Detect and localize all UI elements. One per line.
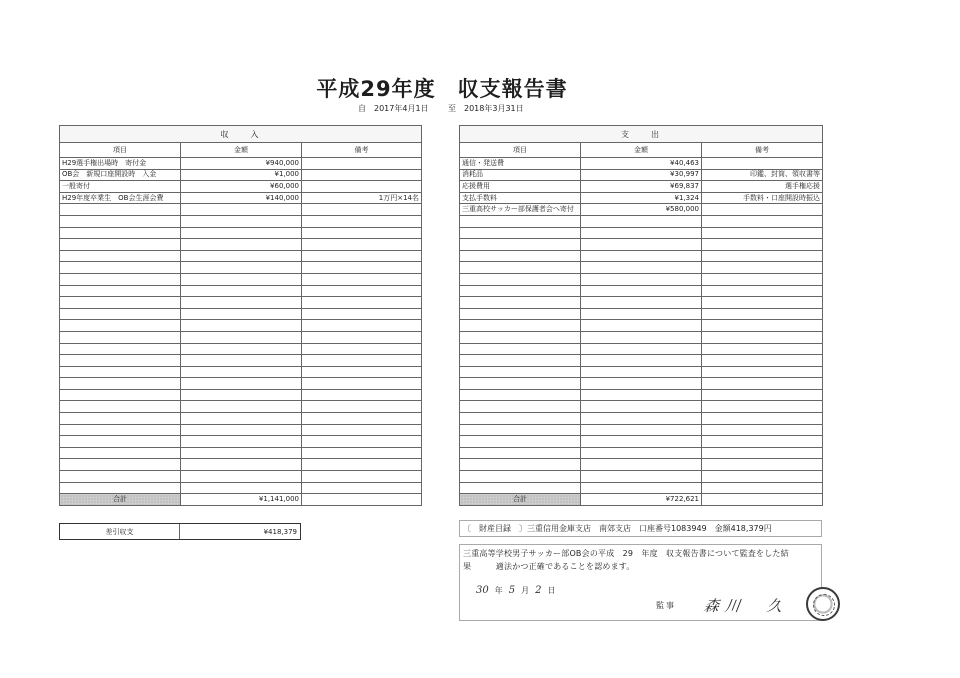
- cell-amount: [181, 389, 302, 401]
- table-row-empty: [60, 227, 422, 239]
- cell-amount: [181, 250, 302, 262]
- cell-note: [302, 424, 422, 436]
- cell-amount: [181, 285, 302, 297]
- cell-item: 支払手数料: [460, 192, 581, 204]
- table-row-empty: [460, 343, 823, 355]
- cell-amount: ¥30,997: [581, 169, 702, 181]
- cell-amount: ¥940,000: [181, 158, 302, 170]
- table-row-empty: [460, 308, 823, 320]
- cell-item: [460, 215, 581, 227]
- income-total-amount: ¥1,141,000: [181, 494, 302, 506]
- cell-amount: [581, 482, 702, 494]
- auditor-title: 監事: [656, 601, 676, 610]
- cell-item: [60, 447, 181, 459]
- cell-note: [302, 273, 422, 285]
- cell-note: [702, 471, 823, 483]
- table-row: [460, 204, 823, 216]
- cell-amount: [581, 355, 702, 367]
- table-row-empty: [60, 413, 422, 425]
- table-row-empty: [460, 239, 823, 251]
- table-row: [60, 169, 422, 181]
- table-row-empty: [460, 436, 823, 448]
- cell-amount: [181, 273, 302, 285]
- expense-total-amount: ¥722,621: [581, 494, 702, 506]
- cell-note: [702, 308, 823, 320]
- table-row-empty: [460, 215, 823, 227]
- audit-statement-line1: 三重高等学校男子サッカー部OB会の平成 29 年度 収支報告書について監査をした結: [463, 549, 789, 558]
- cell-item: [460, 378, 581, 390]
- cell-item: [60, 378, 181, 390]
- table-row-empty: [60, 262, 422, 274]
- cell-item: [460, 389, 581, 401]
- cell-amount: [181, 320, 302, 332]
- cell-note: [702, 250, 823, 262]
- expense-rows: [460, 158, 823, 494]
- audit-statement-line2: 果 適法かつ正確であることを認めます。: [463, 562, 635, 571]
- cell-item: [460, 436, 581, 448]
- audit-date-day-unit: 日: [547, 586, 556, 595]
- audit-date-month-unit: 月: [521, 586, 530, 595]
- cell-amount: [181, 459, 302, 471]
- cell-amount: [181, 215, 302, 227]
- cell-note: [702, 482, 823, 494]
- table-row-empty: [460, 447, 823, 459]
- cell-amount: [181, 262, 302, 274]
- cell-note: [702, 343, 823, 355]
- cell-note: [702, 355, 823, 367]
- cell-amount: [181, 239, 302, 251]
- cell-item: 一般寄付: [60, 181, 181, 193]
- cell-amount: [581, 447, 702, 459]
- cell-item: [60, 273, 181, 285]
- audit-box: [459, 544, 822, 621]
- income-column-header-row: [60, 143, 422, 158]
- table-row-empty: [460, 366, 823, 378]
- cell-item: [60, 215, 181, 227]
- table-row-empty: [60, 424, 422, 436]
- table-row-empty: [60, 436, 422, 448]
- cell-item: 消耗品: [460, 169, 581, 181]
- cell-note: [302, 471, 422, 483]
- cell-item: [60, 285, 181, 297]
- table-row-empty: [60, 273, 422, 285]
- cell-amount: [581, 459, 702, 471]
- cell-amount: [181, 227, 302, 239]
- table-row-empty: [460, 250, 823, 262]
- cell-note: [702, 273, 823, 285]
- expense-heading: 支 出: [460, 126, 823, 143]
- table-row-empty: [460, 320, 823, 332]
- cell-note: [702, 366, 823, 378]
- cell-item: [60, 355, 181, 367]
- cell-item: [460, 366, 581, 378]
- cell-amount: [581, 273, 702, 285]
- cell-item: [60, 239, 181, 251]
- auditor-signature: 森川 久: [702, 597, 790, 615]
- cell-amount: [181, 204, 302, 216]
- cell-amount: [581, 250, 702, 262]
- cell-note: 印鑑、封筒、領収書等: [702, 169, 823, 181]
- table-row-empty: [60, 389, 422, 401]
- cell-note: [702, 320, 823, 332]
- cell-amount: [581, 378, 702, 390]
- cell-item: [460, 424, 581, 436]
- cell-note: [302, 320, 422, 332]
- cell-note: [302, 215, 422, 227]
- cell-item: [460, 482, 581, 494]
- income-total-note: [302, 494, 422, 506]
- table-row-empty: [60, 215, 422, 227]
- cell-note: [302, 158, 422, 170]
- table-row-empty: [460, 413, 823, 425]
- cell-item: [460, 239, 581, 251]
- expense-heading-row: [460, 126, 823, 143]
- cell-amount: [581, 320, 702, 332]
- cell-item: OB会 新規口座開設時 入金: [60, 169, 181, 181]
- cell-note: [302, 401, 422, 413]
- table-row-empty: [60, 297, 422, 309]
- cell-note: 選手権応援: [702, 181, 823, 193]
- table-row-empty: [460, 227, 823, 239]
- table-row-empty: [60, 250, 422, 262]
- table-row: [460, 158, 823, 170]
- cell-note: [302, 169, 422, 181]
- cell-item: [60, 308, 181, 320]
- period-from: 自 2017年4月1日: [358, 104, 429, 113]
- table-row-empty: [460, 355, 823, 367]
- cell-item: 応援費用: [460, 181, 581, 193]
- audit-date-year-unit: 年: [494, 586, 503, 595]
- cell-item: [60, 343, 181, 355]
- cell-item: [460, 308, 581, 320]
- cell-item: [60, 262, 181, 274]
- document-title: 平成29年度 収支報告書: [316, 77, 568, 101]
- cell-amount: [581, 389, 702, 401]
- cell-note: [302, 389, 422, 401]
- table-row-empty: [460, 331, 823, 343]
- cell-note: [302, 331, 422, 343]
- table-row-empty: [460, 378, 823, 390]
- cell-item: [60, 401, 181, 413]
- cell-amount: [181, 447, 302, 459]
- table-row-empty: [60, 447, 422, 459]
- cell-amount: [581, 366, 702, 378]
- cell-note: [302, 447, 422, 459]
- cell-amount: [581, 308, 702, 320]
- cell-item: 通信・発送費: [460, 158, 581, 170]
- cell-amount: [581, 413, 702, 425]
- cell-item: [460, 273, 581, 285]
- cell-amount: ¥1,000: [181, 169, 302, 181]
- cell-amount: ¥60,000: [181, 181, 302, 193]
- cell-item: [460, 447, 581, 459]
- balance-box: [59, 523, 301, 540]
- cell-item: [460, 262, 581, 274]
- table-row-empty: [60, 459, 422, 471]
- cell-note: [302, 181, 422, 193]
- cell-note: [702, 401, 823, 413]
- cell-note: [302, 250, 422, 262]
- seal-stamp-icon: [806, 587, 840, 621]
- cell-note: [302, 436, 422, 448]
- column-header-item: 項目: [460, 143, 581, 158]
- income-total-row: [60, 494, 422, 506]
- cell-amount: [181, 482, 302, 494]
- cell-amount: [181, 378, 302, 390]
- cell-note: [702, 158, 823, 170]
- table-row: [460, 192, 823, 204]
- cell-item: [460, 285, 581, 297]
- cell-amount: [181, 436, 302, 448]
- cell-item: [460, 355, 581, 367]
- cell-item: [460, 331, 581, 343]
- cell-amount: [181, 401, 302, 413]
- cell-amount: [581, 331, 702, 343]
- cell-note: [302, 459, 422, 471]
- audit-date: [470, 585, 555, 597]
- cell-note: [702, 447, 823, 459]
- cell-item: [60, 436, 181, 448]
- cell-note: [702, 436, 823, 448]
- cell-item: [60, 413, 181, 425]
- income-rows: [60, 158, 422, 494]
- cell-item: [60, 366, 181, 378]
- cell-amount: [181, 424, 302, 436]
- table-row-empty: [460, 389, 823, 401]
- expense-table: [459, 125, 823, 506]
- balance-label: 差引収支: [60, 524, 180, 539]
- table-row-empty: [60, 320, 422, 332]
- cell-note: [702, 389, 823, 401]
- cell-note: [702, 297, 823, 309]
- cell-amount: [581, 239, 702, 251]
- cell-note: [702, 204, 823, 216]
- audit-date-year: 30: [476, 585, 489, 596]
- cell-amount: ¥140,000: [181, 192, 302, 204]
- cell-amount: ¥1,324: [581, 192, 702, 204]
- cell-amount: [181, 355, 302, 367]
- cell-item: [60, 250, 181, 262]
- table-row-empty: [60, 471, 422, 483]
- cell-item: [60, 331, 181, 343]
- cell-note: [302, 413, 422, 425]
- table-row: [60, 181, 422, 193]
- expense-total-row: [460, 494, 823, 506]
- table-row-empty: [60, 239, 422, 251]
- cell-amount: ¥40,463: [581, 158, 702, 170]
- expense-total-note: [702, 494, 823, 506]
- table-row-empty: [60, 378, 422, 390]
- balance-amount: ¥418,379: [263, 527, 297, 536]
- cell-amount: [581, 401, 702, 413]
- cell-item: [60, 297, 181, 309]
- cell-amount: [581, 297, 702, 309]
- income-total-label: 合計: [60, 494, 181, 506]
- table-row-empty: [60, 285, 422, 297]
- column-header-amount: 金額: [181, 143, 302, 158]
- cell-item: [60, 227, 181, 239]
- cell-item: H29年度卒業生 OB会生涯会費: [60, 192, 181, 204]
- table-row-empty: [460, 424, 823, 436]
- cell-item: [460, 320, 581, 332]
- table-row-empty: [60, 482, 422, 494]
- cell-note: [302, 262, 422, 274]
- cell-amount: [581, 343, 702, 355]
- income-heading: 収 入: [60, 126, 422, 143]
- cell-item: [460, 250, 581, 262]
- table-row: [460, 169, 823, 181]
- cell-item: H29選手権出場時 寄付金: [60, 158, 181, 170]
- cell-item: [460, 459, 581, 471]
- cell-note: [302, 308, 422, 320]
- table-row-empty: [460, 297, 823, 309]
- cell-note: [302, 355, 422, 367]
- cell-item: [60, 204, 181, 216]
- cell-note: [302, 482, 422, 494]
- cell-item: [60, 459, 181, 471]
- column-header-item: 項目: [60, 143, 181, 158]
- cell-amount: [581, 215, 702, 227]
- cell-item: [60, 424, 181, 436]
- cell-note: [702, 285, 823, 297]
- cell-note: 手数料・口座開設時振込: [702, 192, 823, 204]
- cell-note: [702, 331, 823, 343]
- cell-amount: [181, 366, 302, 378]
- cell-note: [302, 204, 422, 216]
- cell-note: [702, 378, 823, 390]
- table-row-empty: [460, 401, 823, 413]
- expense-column-header-row: [460, 143, 823, 158]
- cell-note: [302, 227, 422, 239]
- cell-item: [460, 297, 581, 309]
- cell-item: [60, 389, 181, 401]
- cell-note: [702, 413, 823, 425]
- cell-note: [702, 239, 823, 251]
- cell-amount: [181, 343, 302, 355]
- cell-amount: [581, 424, 702, 436]
- cell-amount: [181, 471, 302, 483]
- column-header-amount: 金額: [581, 143, 702, 158]
- cell-amount: [581, 285, 702, 297]
- table-row-empty: [460, 482, 823, 494]
- cell-amount: [181, 308, 302, 320]
- cell-note: [702, 262, 823, 274]
- table-row-empty: [60, 331, 422, 343]
- cell-note: [302, 297, 422, 309]
- cell-item: [60, 320, 181, 332]
- cell-note: [302, 239, 422, 251]
- table-row-empty: [460, 471, 823, 483]
- table-row-empty: [460, 285, 823, 297]
- cell-note: [702, 227, 823, 239]
- table-row-empty: [60, 355, 422, 367]
- cell-note: [702, 424, 823, 436]
- cell-item: 三重高校サッカー部保護者会へ寄付: [460, 204, 581, 216]
- table-row-empty: [60, 366, 422, 378]
- expense-total-label: 合計: [460, 494, 581, 506]
- cell-item: [460, 413, 581, 425]
- audit-date-day: 2: [535, 585, 542, 596]
- cell-amount: [181, 331, 302, 343]
- table-row: [60, 158, 422, 170]
- cell-item: [460, 471, 581, 483]
- cell-note: [302, 285, 422, 297]
- cell-item: [60, 482, 181, 494]
- cell-note: [302, 343, 422, 355]
- cell-amount: ¥69,837: [581, 181, 702, 193]
- table-row-empty: [60, 204, 422, 216]
- property-list: 〔 財産目録 〕三重信用金庫支店 南郊支店 口座番号1083949 金額418,379円: [459, 520, 822, 537]
- table-row-empty: [460, 273, 823, 285]
- cell-item: [460, 343, 581, 355]
- cell-note: 1万円×14名: [302, 192, 422, 204]
- income-table: [59, 125, 422, 506]
- period-to: 至 2018年3月31日: [448, 104, 524, 113]
- table-row-empty: [60, 343, 422, 355]
- cell-amount: [581, 262, 702, 274]
- cell-item: [460, 401, 581, 413]
- table-row-empty: [60, 401, 422, 413]
- cell-amount: ¥580,000: [581, 204, 702, 216]
- income-heading-row: [60, 126, 422, 143]
- cell-note: [302, 378, 422, 390]
- cell-note: [302, 366, 422, 378]
- cell-amount: [181, 297, 302, 309]
- column-header-note: 備考: [702, 143, 823, 158]
- cell-item: [60, 471, 181, 483]
- cell-note: [702, 459, 823, 471]
- table-row-empty: [60, 308, 422, 320]
- cell-amount: [581, 436, 702, 448]
- table-row: [60, 192, 422, 204]
- cell-amount: [581, 227, 702, 239]
- table-row-empty: [460, 262, 823, 274]
- table-row-empty: [460, 459, 823, 471]
- cell-note: [702, 215, 823, 227]
- table-row: [460, 181, 823, 193]
- cell-amount: [181, 413, 302, 425]
- audit-date-month: 5: [508, 585, 516, 596]
- cell-amount: [581, 471, 702, 483]
- column-header-note: 備考: [302, 143, 422, 158]
- cell-item: [460, 227, 581, 239]
